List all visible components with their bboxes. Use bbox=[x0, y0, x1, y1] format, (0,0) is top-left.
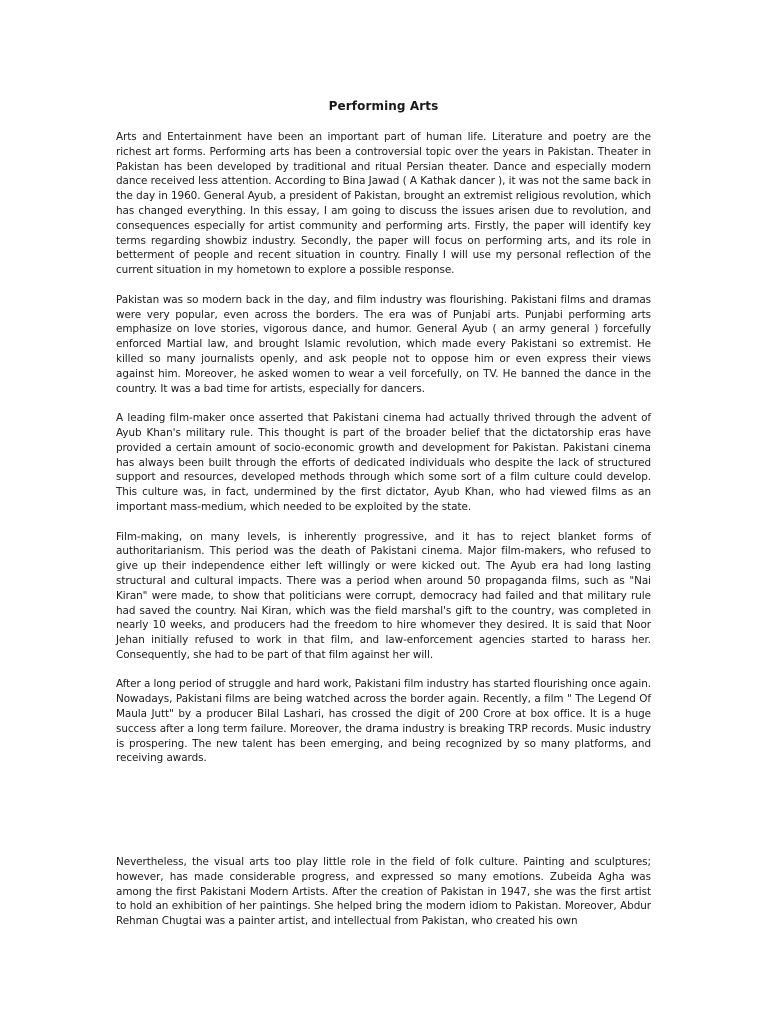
paragraph-visual-arts: Nevertheless, the visual arts too play little role in the field of folk culture. Painting and sculptures; however, has made considerable progress, and expressed so many emotions. Zubeida Agha was among the first Pakistani Modern Artists. After the creation of Pakistan in 1947, she was the first artist to hold an exhibition of her paintings. She helped bring the modern idiom to Pakistan. Moreover, Abdur Rehman Chugtai was a painter artist, and intellectual from Pakistan, who created his own bbox=[116, 856, 651, 928]
document-page bbox=[116, 98, 651, 944]
paragraph-intro: Arts and Entertainment have been an important part of human life. Literature and poetry are the richest art forms. Performing arts has been a controversial topic over the years in Pakistan. Theater in Pakistan has been developed by traditional and ritual Persian theater. Dance and especially modern dance received less attention. According to Bina Jawad ( A Kathak dancer ), it was not the same back in the day in 1960. General Ayub, a president of Pakistan, brought an extremist religious revolution, which has changed everything. In this essay, I am going to discuss the issues arisen due to revolution, and consequences especially for artist community and performing arts. Firstly, the paper will identify key terms regarding showbiz industry. Secondly, the paper will focus on performing arts, and its role in betterment of people and recent situation in country. Finally I will use my personal reflection of the current situation in my hometown to explore a possible response. bbox=[116, 131, 651, 277]
document-title: Performing Arts bbox=[328, 99, 439, 113]
blank-space bbox=[116, 781, 651, 855]
paragraph-modern-era: Pakistan was so modern back in the day, and film industry was flourishing. Pakistani films and dramas were very popular, even across the borders. The era was of Punjabi arts. Punjabi performing arts emphasize on love stories, vigorous dance, and humor. General Ayub ( an army general ) forcefully enforced Martial law, and brought Islamic revolution, which made every Pakistani so extremist. He killed so many journalists openly, and ask people not to oppose him or even express their views against him. Moreover, he asked women to wear a veil forcefully, on TV. He banned the dance in the country. It was a bad time for artists, especially for dancers. bbox=[116, 293, 651, 395]
paragraph-revival: After a long period of struggle and hard work, Pakistani film industry has started flourishing once again. Nowadays, Pakistani films are being watched across the border again. Recently, a film " The Legend Of Maula Jutt" by a producer Bilal Lashari, has crossed the digit of 200 Crore at box office. It is a huge success after a long term failure. Moreover, the drama industry is breaking TRP records. Music industry is prospering. The new talent has been emerging, and being recognized by so many platforms, and receiving awards. bbox=[116, 678, 651, 765]
paragraph-ayub-rule: A leading film-maker once asserted that Pakistani cinema had actually thrived through the advent of Ayub Khan's military rule. This thought is part of the broader belief that the dictatorship eras have provided a certain amount of socio-economic growth and development for Pakistan. Pakistani cinema has always been built through the efforts of dedicated individuals who despite the lack of structured support and resources, developed methods through which some sort of a film culture could develop. This culture was, in fact, undermined by the first dictator, Ayub Khan, who had viewed films as an important mass-medium, which needed to be exploited by the state. bbox=[116, 412, 651, 513]
paragraph-film-making: Film-making, on many levels, is inherently progressive, and it has to reject blanket forms of authoritarianism. This period was the death of Pakistani cinema. Major film-makers, who refused to give up their independence either left willingly or were kicked out. The Ayub era had long lasting structural and cultural impacts. There was a period when around 50 propaganda films, such as "Nai Kiran" were made, to show that politicians were corrupt, democracy had failed and that military rule had saved the country. Nai Kiran, which was the field marshal's gift to the country, was completed in nearly 10 weeks, and producers had the freedom to hire whomever they desired. It is said that Noor Jehan initially refused to work in that film, and law-enforcement agencies started to harass her. Consequently, she had to be part of that film against her will. bbox=[116, 530, 651, 661]
